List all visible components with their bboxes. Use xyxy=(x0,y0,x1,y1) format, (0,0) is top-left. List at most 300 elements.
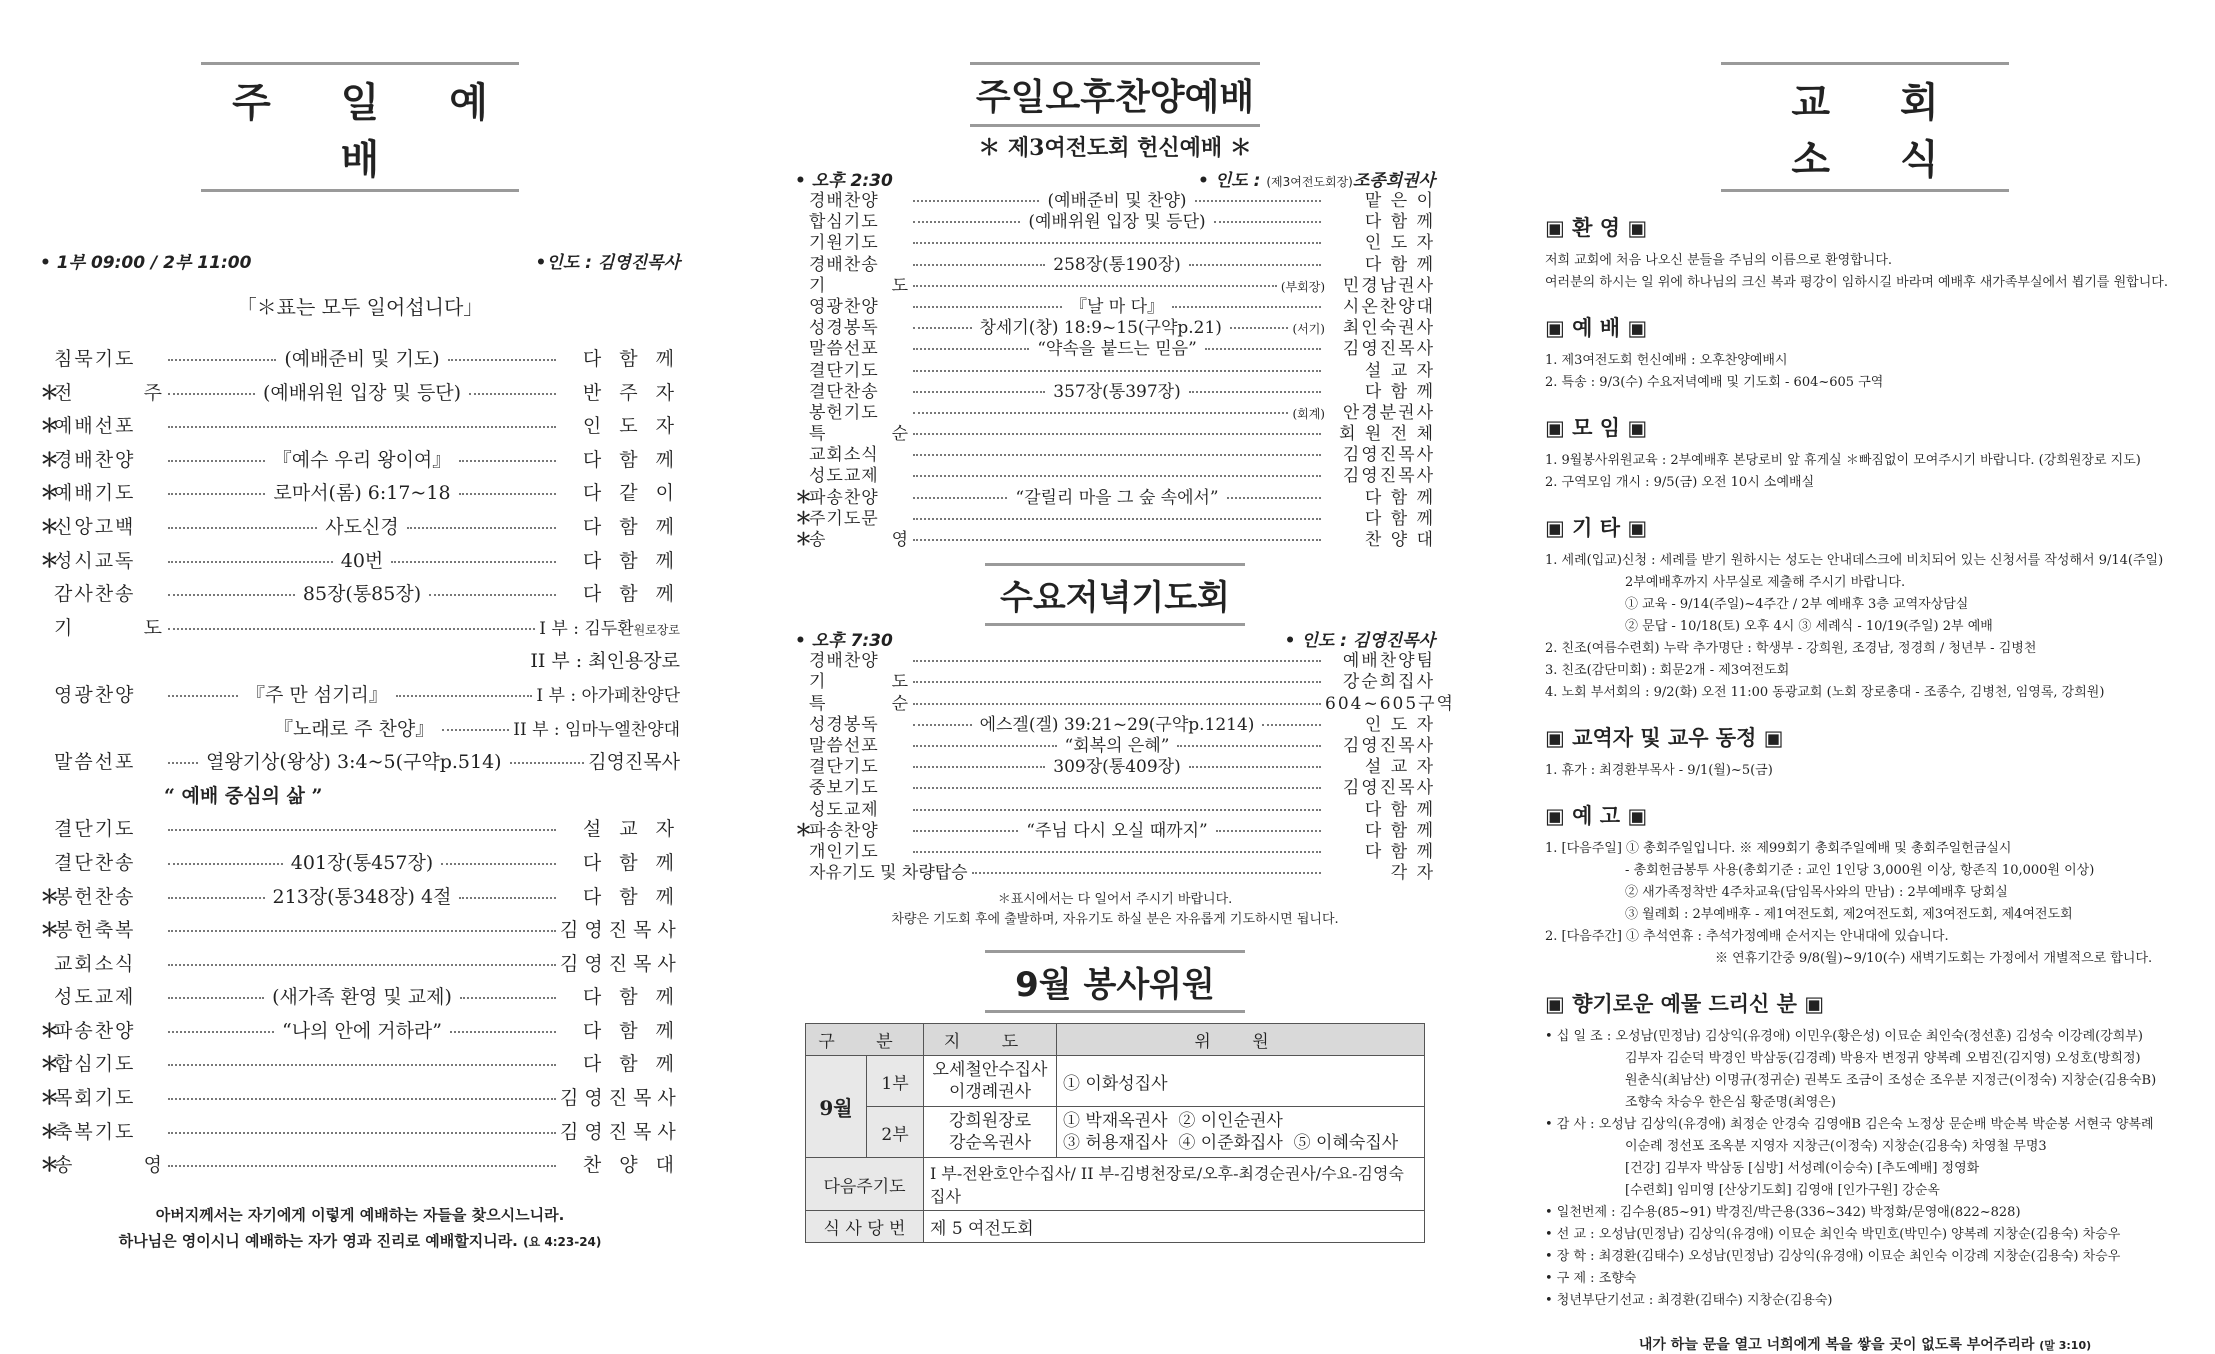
leader-dots xyxy=(168,997,264,999)
order-item-person: 김영진목사 xyxy=(560,919,682,942)
afternoon-time: • 오후 2:30 xyxy=(795,171,893,191)
standing-mark: ＊ xyxy=(40,1120,60,1143)
leader-dots xyxy=(913,660,1321,662)
sunday-service-title: 주 일 예 배 xyxy=(201,62,519,192)
role-note: (서기) xyxy=(1292,322,1325,337)
leader-dots xyxy=(168,460,265,462)
leader-dots xyxy=(1189,264,1321,266)
order-item-detail: 사도신경 xyxy=(325,515,399,538)
order-row xyxy=(795,842,1435,863)
footer-verse-1: 아버지께서는 자기에게 이렇게 예배하는 자들을 찾으시느니라. xyxy=(155,1205,565,1224)
offering-heading: ▣ 향기로운 예물 드리신 분 ▣ xyxy=(1545,992,1825,1016)
leader-dots xyxy=(168,1031,274,1033)
order-item-name: 성시교독 xyxy=(54,549,136,572)
order-item-detail: (새가족 환영 및 교제) xyxy=(272,986,452,1009)
order-row xyxy=(40,982,680,1016)
leader-dots xyxy=(913,200,1039,202)
order-item-name: 경배찬송 xyxy=(809,254,879,275)
order-row xyxy=(795,403,1435,424)
worship-line: 1. 제3여전도회 헌신예배 : 오후찬양예배시 xyxy=(1545,353,1788,368)
leader-dots xyxy=(168,1132,556,1134)
notice-line: - 총회헌금봉투 사용(총회기준 : 교인 1인당 3,000원 이상, 항존직 10,000원 이상) xyxy=(1625,863,2095,878)
order-item-name: 기 도 xyxy=(809,275,909,296)
leader-dots xyxy=(1172,306,1321,308)
order-item-name: 결단찬송 xyxy=(809,381,879,402)
leader-dots xyxy=(391,561,556,563)
order-item-person: 김영진목사 xyxy=(1342,466,1435,487)
order-item-person: 다 함 께 xyxy=(582,885,680,908)
sunday-service-column xyxy=(40,0,680,1255)
order-item-name: 특 순 xyxy=(809,424,909,445)
volunteers-table xyxy=(805,1023,1425,1243)
order-row xyxy=(795,276,1435,297)
offering-line: 원춘식(최남산) 이명규(정귀순) 권복도 조금이 조성순 조우분 지정근(이정숙) 지창순(김용숙B) xyxy=(1625,1073,2157,1088)
order-item-name: 송 영 xyxy=(809,530,909,550)
sunday-sermon-row: 말씀선포 열왕기상(왕상) 3:4~5(구약p.514) 김영진목사 xyxy=(40,747,680,781)
order-row xyxy=(40,1117,680,1151)
leader-dots xyxy=(913,497,1007,499)
offering-line: • 일천번제 : 김수용(85~91) 박경진/박근용(336~342) 박정화/문영애(822~828) xyxy=(1545,1205,2021,1220)
order-item-detail: 『날 마 다』 xyxy=(1069,296,1165,317)
sunday-order-list-2 xyxy=(40,814,680,1184)
order-item-person: 다 함 께 xyxy=(1364,508,1435,529)
month-cell: 9월 xyxy=(806,1056,867,1158)
order-row xyxy=(795,821,1435,842)
order-item-detail: 40번 xyxy=(340,549,384,572)
standing-mark: ＊ xyxy=(40,1154,60,1177)
offering-line: 조향숙 차승우 한은심 황준명(최영은) xyxy=(1625,1095,1836,1110)
offering-line: 김부자 김순덕 박경인 박삼동(김경례) 박용자 변정귀 양복례 오범진(김지영) 오성호(방희정) xyxy=(1625,1051,2141,1066)
members-cell: ① 이화성집사 xyxy=(1057,1056,1425,1107)
notice-line: ③ 월례회 : 2부예배후 - 제1여전도회, 제2여전도회, 제3여전도회, 제4여전도회 xyxy=(1625,907,2073,922)
col-members: 위 원 xyxy=(1057,1024,1425,1056)
order-item-person: 다 함 께 xyxy=(582,1019,681,1042)
order-row xyxy=(40,378,680,412)
standing-mark: ＊ xyxy=(795,487,812,508)
order-row xyxy=(795,530,1435,551)
order-item-person: 안경분권사 xyxy=(1342,402,1435,423)
order-row xyxy=(795,488,1435,509)
afternoon-special: ＊ 제3여전도회 헌신예배 ＊ xyxy=(978,135,1252,161)
glory-choir-1: I 부 : 아가페찬양단 xyxy=(536,685,680,706)
order-row xyxy=(795,757,1435,778)
welcome-heading: ▣ 환 영 ▣ xyxy=(1545,216,1648,240)
col-division: 구 분 xyxy=(806,1024,924,1056)
meal-duty-value: 제 5 여전도회 xyxy=(924,1211,1425,1243)
volunteers-header-row xyxy=(806,1024,1425,1056)
leader-dots xyxy=(1189,766,1321,768)
leader-dots xyxy=(913,745,1057,747)
order-row xyxy=(795,424,1435,445)
offering-list xyxy=(1545,1026,2185,1312)
standing-mark: ＊ xyxy=(40,549,60,572)
leader-dots xyxy=(913,285,1277,287)
order-row xyxy=(40,344,680,378)
staff-heading: ▣ 교역자 및 교우 동정 ▣ xyxy=(1545,726,1784,750)
order-item-name: 파송찬양 xyxy=(809,820,879,841)
leader-dots xyxy=(168,561,333,563)
order-row xyxy=(795,212,1435,233)
offering-line: [수련회] 임미영 [산상기도회] 김영애 [인가구원] 강순옥 xyxy=(1625,1183,1940,1198)
etc-line: 3. 친조(감단미회) : 회문2개 - 제3여전도회 xyxy=(1545,663,1790,678)
leader-dots xyxy=(168,527,317,529)
wednesday-leader: • 인도 : 김영진목사 xyxy=(1284,631,1435,652)
leader-dots xyxy=(459,460,556,462)
order-item-person: 각 자 xyxy=(1390,863,1435,884)
order-item-name: 봉헌기도 xyxy=(809,402,879,423)
leader-dots xyxy=(168,594,295,596)
order-item-detail: 213장(통348장) 4절 xyxy=(272,885,452,908)
leader-dots xyxy=(913,391,1045,393)
news-title: 교 회 소 식 xyxy=(1721,62,2009,192)
order-item-name: 영광찬양 xyxy=(809,296,879,317)
standing-mark: ＊ xyxy=(40,1087,60,1110)
offering-line: • 장 학 : 최경환(김태수) 오성남(민정남) 김상익(유경애) 이묘순 최인숙 이강례 지창순(김용숙) 차승우 xyxy=(1545,1249,2121,1264)
order-item-person: 반 주 자 xyxy=(582,381,681,404)
notice-line: ※ 연휴기간중 9/8(월)~9/10(수) 새벽기도회는 가정에서 개별적으로 합니다. xyxy=(1715,951,2153,966)
order-item-person: 다 함 께 xyxy=(582,348,681,370)
sunday-prayer-row-2 xyxy=(40,646,680,680)
leader-dots xyxy=(913,242,1321,244)
order-item-person: 다 함 께 xyxy=(1364,799,1435,820)
leader-dots xyxy=(972,872,1321,874)
order-row xyxy=(40,1016,680,1050)
leader-dots xyxy=(1205,348,1321,350)
order-item-detail: 에스겔(겔) 39:21~29(구약p.1214) xyxy=(979,714,1255,735)
standing-mark: ＊ xyxy=(795,820,812,841)
order-item-person: 맡 은 이 xyxy=(1364,191,1435,211)
order-row xyxy=(795,800,1435,821)
afternoon-title: 주일오후찬양예배 xyxy=(970,62,1260,127)
wednesday-note-1: ＊표시에서는 다 일어서 주시기 바랍니다. xyxy=(997,892,1233,908)
order-item-detail: 85장(통85장) xyxy=(302,583,422,606)
sunday-glory-row-2 xyxy=(40,714,680,748)
offering-line: [건강] 김부자 박삼동 [심방] 서성례(이승숙) [추도예배] 정영화 xyxy=(1625,1161,1980,1176)
order-item-person: 민경남권사 xyxy=(1342,275,1435,296)
order-item-person: 김영진목사 xyxy=(560,952,682,975)
offering-line: • 선 교 : 오성남(민정남) 김상익(유경애) 이묘순 최인숙 박민호(박민수) 양복례 지창순(김용숙) 차승우 xyxy=(1545,1227,2121,1242)
table-row xyxy=(806,1158,1425,1211)
standing-note: 「＊표는 모두 일어섭니다」 xyxy=(236,295,484,319)
order-item-name: 개인기도 xyxy=(809,841,879,862)
members-cell: ① 박재옥권사 ② 이인순권사 ③ 허용재집사 ④ 이준화집사 ⑤ 이혜숙집사 xyxy=(1057,1107,1425,1158)
wednesday-meta xyxy=(795,626,1435,651)
order-item-person: 다 함 께 xyxy=(582,986,680,1009)
afternoon-leader-name: 조종희권사 xyxy=(1352,171,1435,191)
standing-mark: ＊ xyxy=(40,1053,60,1076)
order-item-person: 설 교 자 xyxy=(1364,757,1435,778)
leader-dots xyxy=(913,851,1321,853)
leader-dots xyxy=(913,766,1045,768)
order-item-detail: “약속을 붙드는 믿음” xyxy=(1037,339,1197,360)
table-row xyxy=(806,1056,1425,1107)
sunday-leader: •인도 : 김영진목사 xyxy=(535,253,680,273)
leader-dots xyxy=(913,221,1020,223)
worship-line: 2. 특송 : 9/3(수) 수요저녁예배 및 기도회 - 604~605 구역 xyxy=(1545,375,1884,390)
order-item-detail: 357장(통397장) xyxy=(1053,381,1181,402)
leader-dots xyxy=(407,527,556,529)
order-row xyxy=(40,882,680,916)
role-note: (회계) xyxy=(1292,406,1325,421)
order-item-person: 다 함 께 xyxy=(582,851,681,874)
leader-dots xyxy=(460,997,556,999)
offering-line: 이순례 정선포 조옥분 지영자 지창근(이정숙) 지창순(김용숙) 차영철 무명3 xyxy=(1625,1139,2047,1154)
wednesday-order-list xyxy=(795,651,1455,884)
order-item-person: 최인숙권사 xyxy=(1342,318,1435,339)
leader-dots xyxy=(1177,745,1321,747)
order-row xyxy=(40,546,680,580)
afternoon-column xyxy=(795,0,1455,1243)
col-guide: 지 도 xyxy=(924,1024,1057,1056)
sunday-glory-row: 영광찬양 『주 만 섬기리』 I 부 : 아가페찬양단 xyxy=(40,680,680,714)
order-row xyxy=(795,466,1435,487)
order-row xyxy=(40,949,680,983)
next-prayer-label: 다음주기도 xyxy=(806,1158,924,1211)
leader-dots xyxy=(913,264,1045,266)
news-column xyxy=(1545,0,2185,1354)
leader-dots xyxy=(913,830,1018,832)
glory-song-1: 『주 만 섬기리』 xyxy=(246,683,388,706)
wednesday-title: 수요저녁기도회 xyxy=(985,563,1245,626)
order-item-person: 김영진목사 xyxy=(1342,445,1435,466)
order-row xyxy=(795,297,1435,318)
order-item-name: 봉헌축복 xyxy=(54,919,136,942)
prayer-part1: I 부 : 김두환 xyxy=(539,618,634,639)
order-item-name: 목회기도 xyxy=(54,1087,136,1110)
leader-dots xyxy=(168,1165,556,1167)
order-row xyxy=(795,672,1435,693)
order-row xyxy=(40,1083,680,1117)
leader-dots xyxy=(459,897,556,899)
leader-dots xyxy=(1189,391,1321,393)
afternoon-meta xyxy=(795,166,1435,191)
etc-line: ① 교육 - 9/14(주일)~4주간 / 2부 예배후 3층 교역자상담실 xyxy=(1625,597,1969,612)
standing-mark: ＊ xyxy=(795,530,812,550)
order-row xyxy=(40,579,680,613)
leader-dots xyxy=(1227,497,1321,499)
order-row xyxy=(40,1049,680,1083)
order-item-name: 교회소식 xyxy=(54,952,136,975)
leader-dots xyxy=(913,454,1321,456)
order-item-name: 감사찬송 xyxy=(54,583,136,606)
order-row xyxy=(795,233,1435,254)
leader-dots xyxy=(1230,327,1289,329)
order-row xyxy=(40,848,680,882)
order-item-person: 인 도 자 xyxy=(582,415,680,438)
leader-dots xyxy=(168,1098,556,1100)
leader-dots xyxy=(429,594,556,596)
leader-dots xyxy=(448,359,556,361)
sermon-scripture: 열왕기상(왕상) 3:4~5(구약p.514) xyxy=(206,751,502,774)
leader-dots xyxy=(168,426,556,428)
next-prayer-value: I 부-전완호안수집사/ II 부-김병천장로/오후-최경순권사/수요-김영숙집사 xyxy=(924,1158,1425,1211)
leader-dots xyxy=(168,493,265,495)
afternoon-leader-label: • 인도 : xyxy=(1198,171,1267,191)
order-row xyxy=(795,361,1435,382)
leader-dots xyxy=(1216,830,1321,832)
offering-line: • 구 제 : 조향숙 xyxy=(1545,1271,1637,1286)
order-row xyxy=(795,693,1455,715)
etc-line: 4. 노회 부서회의 : 9/2(화) 오전 11:00 동광교회 (노회 장로총대 - 조종수, 김병천, 임영록, 강희원) xyxy=(1545,685,2105,700)
leader-dots xyxy=(913,703,1321,705)
order-item-person: 찬 양 대 xyxy=(582,1154,680,1177)
order-row xyxy=(795,191,1435,212)
order-item-person: 다 함 께 xyxy=(1364,212,1435,233)
standing-mark: ＊ xyxy=(40,415,60,438)
order-item-person: 김영진목사 xyxy=(560,1087,682,1110)
order-row xyxy=(40,915,680,949)
leader-dots xyxy=(913,539,1321,541)
leader-dots xyxy=(469,393,556,395)
standing-mark: ＊ xyxy=(40,448,60,471)
leader-dots xyxy=(168,829,556,831)
order-row xyxy=(40,478,680,512)
leader-dots xyxy=(168,964,556,966)
leader-dots xyxy=(913,724,972,726)
order-item-name: 성도교제 xyxy=(54,986,136,1009)
volunteers-title: 9월 봉사위원 xyxy=(985,950,1245,1013)
order-item-person: 다 함 께 xyxy=(582,1053,680,1076)
wednesday-notes xyxy=(795,890,1435,930)
sunday-order-list-1 xyxy=(40,344,680,613)
order-item-detail: (예배준비 및 찬양) xyxy=(1047,191,1187,211)
notice-line: 1. [다음주일] ① 총회주일입니다. ※ 제99회기 총회주일예배 및 총회주일헌금실시 xyxy=(1545,841,2012,856)
order-item-name: 신앙고백 xyxy=(54,515,136,538)
order-item-name: 말씀선포 xyxy=(809,339,879,360)
afternoon-order-list xyxy=(795,191,1435,551)
order-item-detail: 401장(통457장) xyxy=(290,851,434,874)
order-row xyxy=(795,382,1435,403)
order-item-detail: “회복의 은혜” xyxy=(1064,735,1170,756)
order-item-name: 축복기도 xyxy=(54,1120,136,1143)
etc-line: 2. 친조(여름수련회) 누락 추가명단 : 학생부 - 강희원, 조경남, 정경희 / 청년부 - 김병천 xyxy=(1545,641,2037,656)
footer-ref: (요 4:23-24) xyxy=(523,1234,602,1249)
leader-dots xyxy=(459,493,556,495)
order-item-name: 성도교제 xyxy=(809,799,879,820)
order-item-person: 강순희집사 xyxy=(1342,672,1435,693)
leader-dots xyxy=(1195,200,1321,202)
order-item-person: 다 함 께 xyxy=(582,583,680,606)
order-row xyxy=(795,736,1435,757)
etc-heading: ▣ 기 타 ▣ xyxy=(1545,516,1648,540)
afternoon-leader-role: (제3여전도회장) xyxy=(1266,175,1353,189)
standing-mark: ＊ xyxy=(40,381,60,404)
standing-mark: ＊ xyxy=(795,508,812,529)
offering-line: • 청년부단기선교 : 최경환(김태수) 지창순(김용숙) xyxy=(1545,1293,1833,1308)
leader-dots xyxy=(913,327,972,329)
standing-mark: ＊ xyxy=(40,919,60,942)
leader-dots xyxy=(913,681,1321,683)
order-item-name: 결단기도 xyxy=(809,360,879,381)
order-item-detail: 309장(통409장) xyxy=(1053,757,1181,778)
order-row xyxy=(795,509,1435,530)
order-item-person: 김영진목사 xyxy=(560,1120,682,1143)
order-item-person: 인 도 자 xyxy=(1364,714,1436,735)
worship-heading: ▣ 예 배 ▣ xyxy=(1545,316,1648,340)
wednesday-note-2: 차량은 기도회 후에 출발하며, 자유기도 하실 분은 자유롭게 기도하시면 됩니다. xyxy=(891,912,1339,928)
leader-dots xyxy=(913,370,1321,372)
guide-cell: 강희원장로 강순옥권사 xyxy=(924,1107,1057,1158)
order-row xyxy=(795,715,1435,736)
order-item-name: 자유기도 및 차량탑승 xyxy=(809,863,968,884)
order-item-name: 성도교제 xyxy=(809,466,879,487)
order-item-person: 다 함 께 xyxy=(1364,254,1435,275)
leader-dots xyxy=(168,930,556,932)
meal-duty-label: 식 사 당 번 xyxy=(806,1211,924,1243)
order-item-name: 송 영 xyxy=(54,1154,164,1177)
guide-cell: 오세철안수집사 이갱례권사 xyxy=(924,1056,1057,1107)
order-row xyxy=(40,512,680,546)
order-item-detail: (예배위원 입장 및 등단) xyxy=(262,381,462,404)
order-item-person: 예배찬양팀 xyxy=(1342,651,1435,672)
order-item-name: 합심기도 xyxy=(809,212,879,233)
order-item-name: 특 순 xyxy=(809,693,909,714)
meeting-line: 2. 구역모임 개시 : 9/5(금) 오전 10시 소예배실 xyxy=(1545,475,1815,490)
leader-dots xyxy=(168,863,283,865)
order-item-person: 찬 양 대 xyxy=(1364,530,1435,550)
order-item-person: 다 함 께 xyxy=(1364,381,1435,402)
order-item-name: 성경봉독 xyxy=(809,714,879,735)
leader-dots xyxy=(168,1064,556,1066)
order-item-person: 설 교 자 xyxy=(582,818,680,841)
order-item-person: 인 도 자 xyxy=(1364,233,1435,254)
welcome-line: 여러분의 하시는 일 위에 하나님의 크신 복과 평강이 임하시길 바라며 예배후 새가족부실에서 뵙기를 원합니다. xyxy=(1545,275,2168,290)
etc-line: ② 문답 - 10/18(토) 오후 4시 ③ 세례식 - 10/19(주일) 2부 예배 xyxy=(1625,619,1993,634)
part-cell: 2부 xyxy=(867,1107,924,1158)
order-item-name: 봉헌찬송 xyxy=(54,885,136,908)
standing-mark: ＊ xyxy=(40,515,60,538)
footer-verse-2: 하나님은 영이시니 예배하는 자가 영과 진리로 예배할지니라. xyxy=(118,1231,518,1250)
meeting-line: 1. 9월봉사위원교육 : 2부예배후 본당로비 앞 휴게실 ＊빠짐없이 모여주시기 바랍니다. (강희원장로 지도) xyxy=(1545,453,2141,468)
order-item-name: 주기도문 xyxy=(809,508,879,529)
table-row xyxy=(806,1107,1425,1158)
order-item-person: 다 함 께 xyxy=(582,515,681,538)
leader-dots xyxy=(913,809,1321,811)
standing-mark: ＊ xyxy=(40,885,60,908)
order-item-detail: “주님 다시 오실 때까지” xyxy=(1026,820,1208,841)
order-row xyxy=(795,318,1435,339)
order-item-detail: 로마서(롬) 6:17~18 xyxy=(273,482,451,505)
order-item-person: 다 함 께 xyxy=(582,448,680,471)
order-item-name: 기 도 xyxy=(809,672,909,693)
order-item-person: 김영진목사 xyxy=(1342,735,1435,756)
order-item-person: 회 원 전 체 xyxy=(1339,424,1435,445)
prayer-part1-title: 원로장로 xyxy=(633,622,680,637)
order-row xyxy=(40,814,680,848)
notice-line: 2. [다음주간] ① 추석연휴 : 추석가정예배 순서지는 안내대에 있습니다. xyxy=(1545,929,1949,944)
order-item-name: 예배기도 xyxy=(54,482,136,505)
order-item-detail: “나의 안에 거하라” xyxy=(282,1019,442,1042)
order-item-person: 설 교 자 xyxy=(1364,360,1435,381)
order-item-name: 결단기도 xyxy=(54,818,136,841)
closing-verse: 내가 하늘 문을 열고 너희에게 복을 쌓을 곳이 없도록 부어주리라 (말 3:10) xyxy=(1638,1337,2092,1353)
leader-dots xyxy=(168,393,255,395)
offering-line: • 감 사 : 오성남 김상익(유경애) 최정순 안경숙 김영애B 김은숙 노정상 문순배 박순복 박순봉 서현국 양복례 xyxy=(1545,1117,2154,1132)
staff-line: 1. 휴가 : 최경환부목사 - 9/1(월)~5(금) xyxy=(1545,763,1773,778)
order-item-name: 예배선포 xyxy=(54,415,136,438)
role-note: (부회장) xyxy=(1280,279,1325,294)
order-item-person: 다 함 께 xyxy=(1364,487,1435,508)
order-item-name: 경배찬양 xyxy=(809,191,879,211)
order-row xyxy=(795,445,1435,466)
leader-dots xyxy=(913,787,1321,789)
leader-dots xyxy=(913,518,1321,520)
sunday-prayer-row: 기 도 I 부 : 김두환원로장로 xyxy=(54,616,680,639)
offering-line: • 십 일 조 : 오성남(민정남) 김상익(유경애) 이민우(황은성) 이묘순 최인숙(정선훈) 김성숙 이강례(강희부) xyxy=(1545,1029,2143,1044)
order-item-detail: 『예수 우리 왕이여』 xyxy=(272,448,452,471)
order-item-person: 다 같 이 xyxy=(582,482,681,505)
order-item-person: 김영진목사 xyxy=(1342,778,1435,799)
